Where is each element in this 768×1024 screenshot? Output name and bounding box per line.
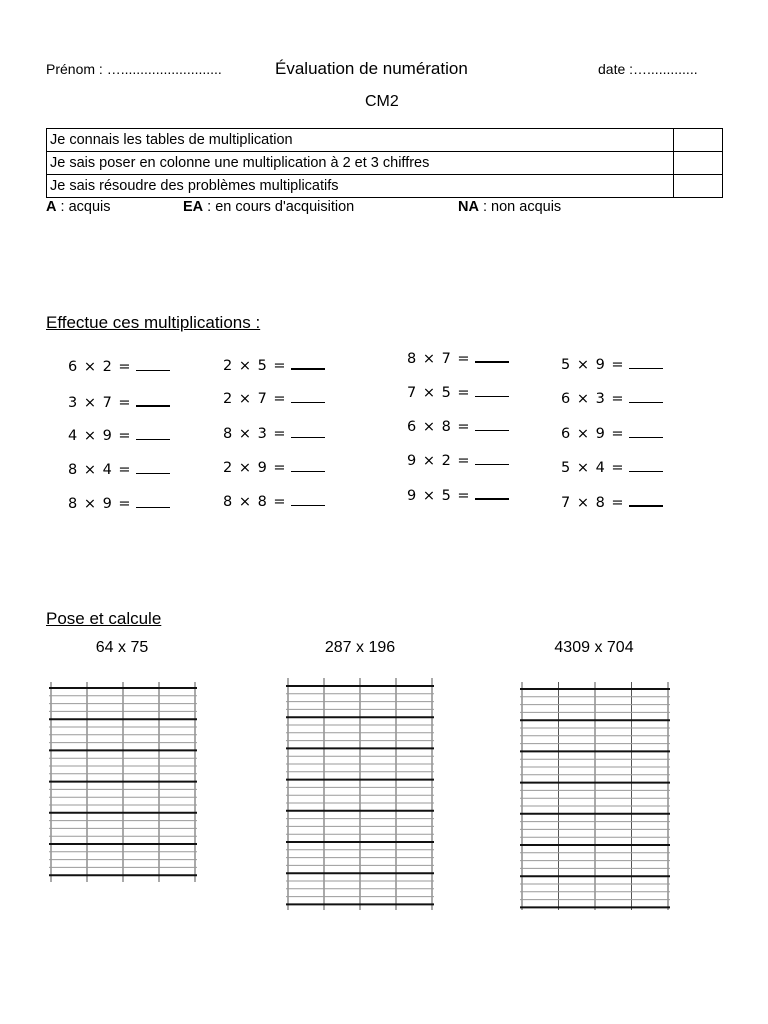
mult-expression: 7 × 5 = — [407, 385, 471, 401]
skill-row — [47, 129, 723, 152]
answer-blank[interactable] — [136, 495, 170, 508]
mult-exercise — [407, 452, 509, 469]
mult-expression: 5 × 4 = — [561, 460, 625, 476]
answer-blank[interactable] — [136, 358, 170, 371]
legend-code: NA — [458, 199, 479, 215]
mult-expression: 2 × 7 = — [223, 391, 287, 407]
answer-blank[interactable] — [475, 452, 509, 465]
skill-label: Je connais les tables de multiplication — [47, 129, 674, 152]
mult-expression: 4 × 9 = — [68, 428, 132, 444]
answer-blank[interactable] — [136, 427, 170, 440]
legend-code: A — [46, 199, 57, 215]
section-title-pose-calcule: Pose et calcule — [46, 609, 162, 628]
mult-expression: 6 × 9 = — [561, 426, 625, 442]
mult-exercise — [223, 459, 325, 476]
skill-label: Je sais résoudre des problèmes multiplicatifs — [47, 175, 674, 198]
answer-blank[interactable] — [629, 356, 663, 369]
mult-exercise — [223, 356, 325, 374]
calculation-grid[interactable] — [520, 682, 670, 910]
legend-text: : en cours d'acquisition — [203, 199, 355, 215]
answer-blank[interactable] — [475, 486, 509, 500]
mult-expression: 2 × 9 = — [223, 460, 287, 476]
mult-exercise — [407, 418, 509, 435]
answer-blank[interactable] — [629, 459, 663, 472]
answer-blank[interactable] — [629, 425, 663, 438]
skills-table — [46, 128, 723, 198]
operation-label: 4309 x 704 — [554, 639, 634, 656]
mult-exercise — [223, 425, 325, 442]
mult-expression: 6 × 3 = — [561, 391, 625, 407]
mult-expression: 6 × 2 = — [68, 359, 132, 375]
skill-row — [47, 152, 723, 175]
prenom-field[interactable]: Prénom : ….......................... — [46, 61, 222, 77]
mult-expression: 8 × 8 = — [223, 494, 287, 510]
mult-exercise — [561, 459, 663, 476]
mult-expression: 2 × 5 = — [223, 358, 287, 374]
mult-expression: 8 × 4 = — [68, 462, 132, 478]
operation-label: 64 x 75 — [95, 639, 149, 656]
legend-en-cours — [183, 199, 354, 215]
mult-exercise — [561, 356, 663, 373]
mult-expression: 8 × 9 = — [68, 496, 132, 512]
answer-blank[interactable] — [291, 425, 325, 438]
answer-blank[interactable] — [291, 356, 325, 370]
mult-exercise — [407, 486, 509, 504]
answer-blank[interactable] — [136, 461, 170, 474]
answer-blank[interactable] — [629, 493, 663, 507]
class-level: CM2 — [365, 93, 399, 110]
mult-exercise — [68, 461, 170, 478]
skill-grade-box[interactable] — [674, 129, 723, 152]
mult-expression: 9 × 2 = — [407, 453, 471, 469]
mult-expression: 8 × 3 = — [223, 426, 287, 442]
mult-expression: 7 × 8 = — [561, 495, 625, 511]
mult-exercise — [561, 425, 663, 442]
mult-exercise — [68, 393, 170, 411]
legend-code: EA — [183, 199, 204, 215]
mult-exercise — [68, 495, 170, 512]
calculation-grid[interactable] — [49, 682, 197, 882]
mult-exercise — [68, 427, 170, 444]
operation-label: 287 x 196 — [324, 639, 396, 656]
mult-exercise — [561, 493, 663, 511]
mult-expression: 8 × 7 = — [407, 351, 471, 367]
mult-exercise — [68, 358, 170, 375]
mult-exercise — [407, 384, 509, 401]
mult-expression: 5 × 9 = — [561, 357, 625, 373]
calculation-grid[interactable] — [286, 678, 434, 910]
answer-blank[interactable] — [475, 418, 509, 431]
legend-text: : acquis — [56, 199, 111, 215]
answer-blank[interactable] — [629, 390, 663, 403]
answer-blank[interactable] — [291, 493, 325, 506]
mult-expression: 3 × 7 = — [68, 395, 132, 411]
legend-acquis — [46, 199, 110, 215]
mult-exercise — [561, 390, 663, 407]
mult-exercise — [223, 390, 325, 407]
answer-blank[interactable] — [475, 349, 509, 363]
page-title: Évaluation de numération — [275, 59, 468, 78]
answer-blank[interactable] — [291, 459, 325, 472]
skill-grade-box[interactable] — [674, 175, 723, 198]
skill-row — [47, 175, 723, 198]
mult-exercise — [223, 493, 325, 510]
skill-grade-box[interactable] — [674, 152, 723, 175]
mult-expression: 6 × 8 = — [407, 419, 471, 435]
answer-blank[interactable] — [291, 390, 325, 403]
legend-non-acquis — [458, 199, 561, 215]
skill-label: Je sais poser en colonne une multiplication à 2 et 3 chiffres — [47, 152, 674, 175]
legend-text: : non acquis — [478, 199, 562, 215]
answer-blank[interactable] — [475, 384, 509, 397]
mult-expression: 9 × 5 = — [407, 488, 471, 504]
date-field[interactable]: date :…............. — [598, 61, 698, 77]
section-title-multiplications: Effectue ces multiplications : — [46, 313, 261, 332]
mult-exercise — [407, 349, 509, 367]
answer-blank[interactable] — [136, 393, 170, 407]
